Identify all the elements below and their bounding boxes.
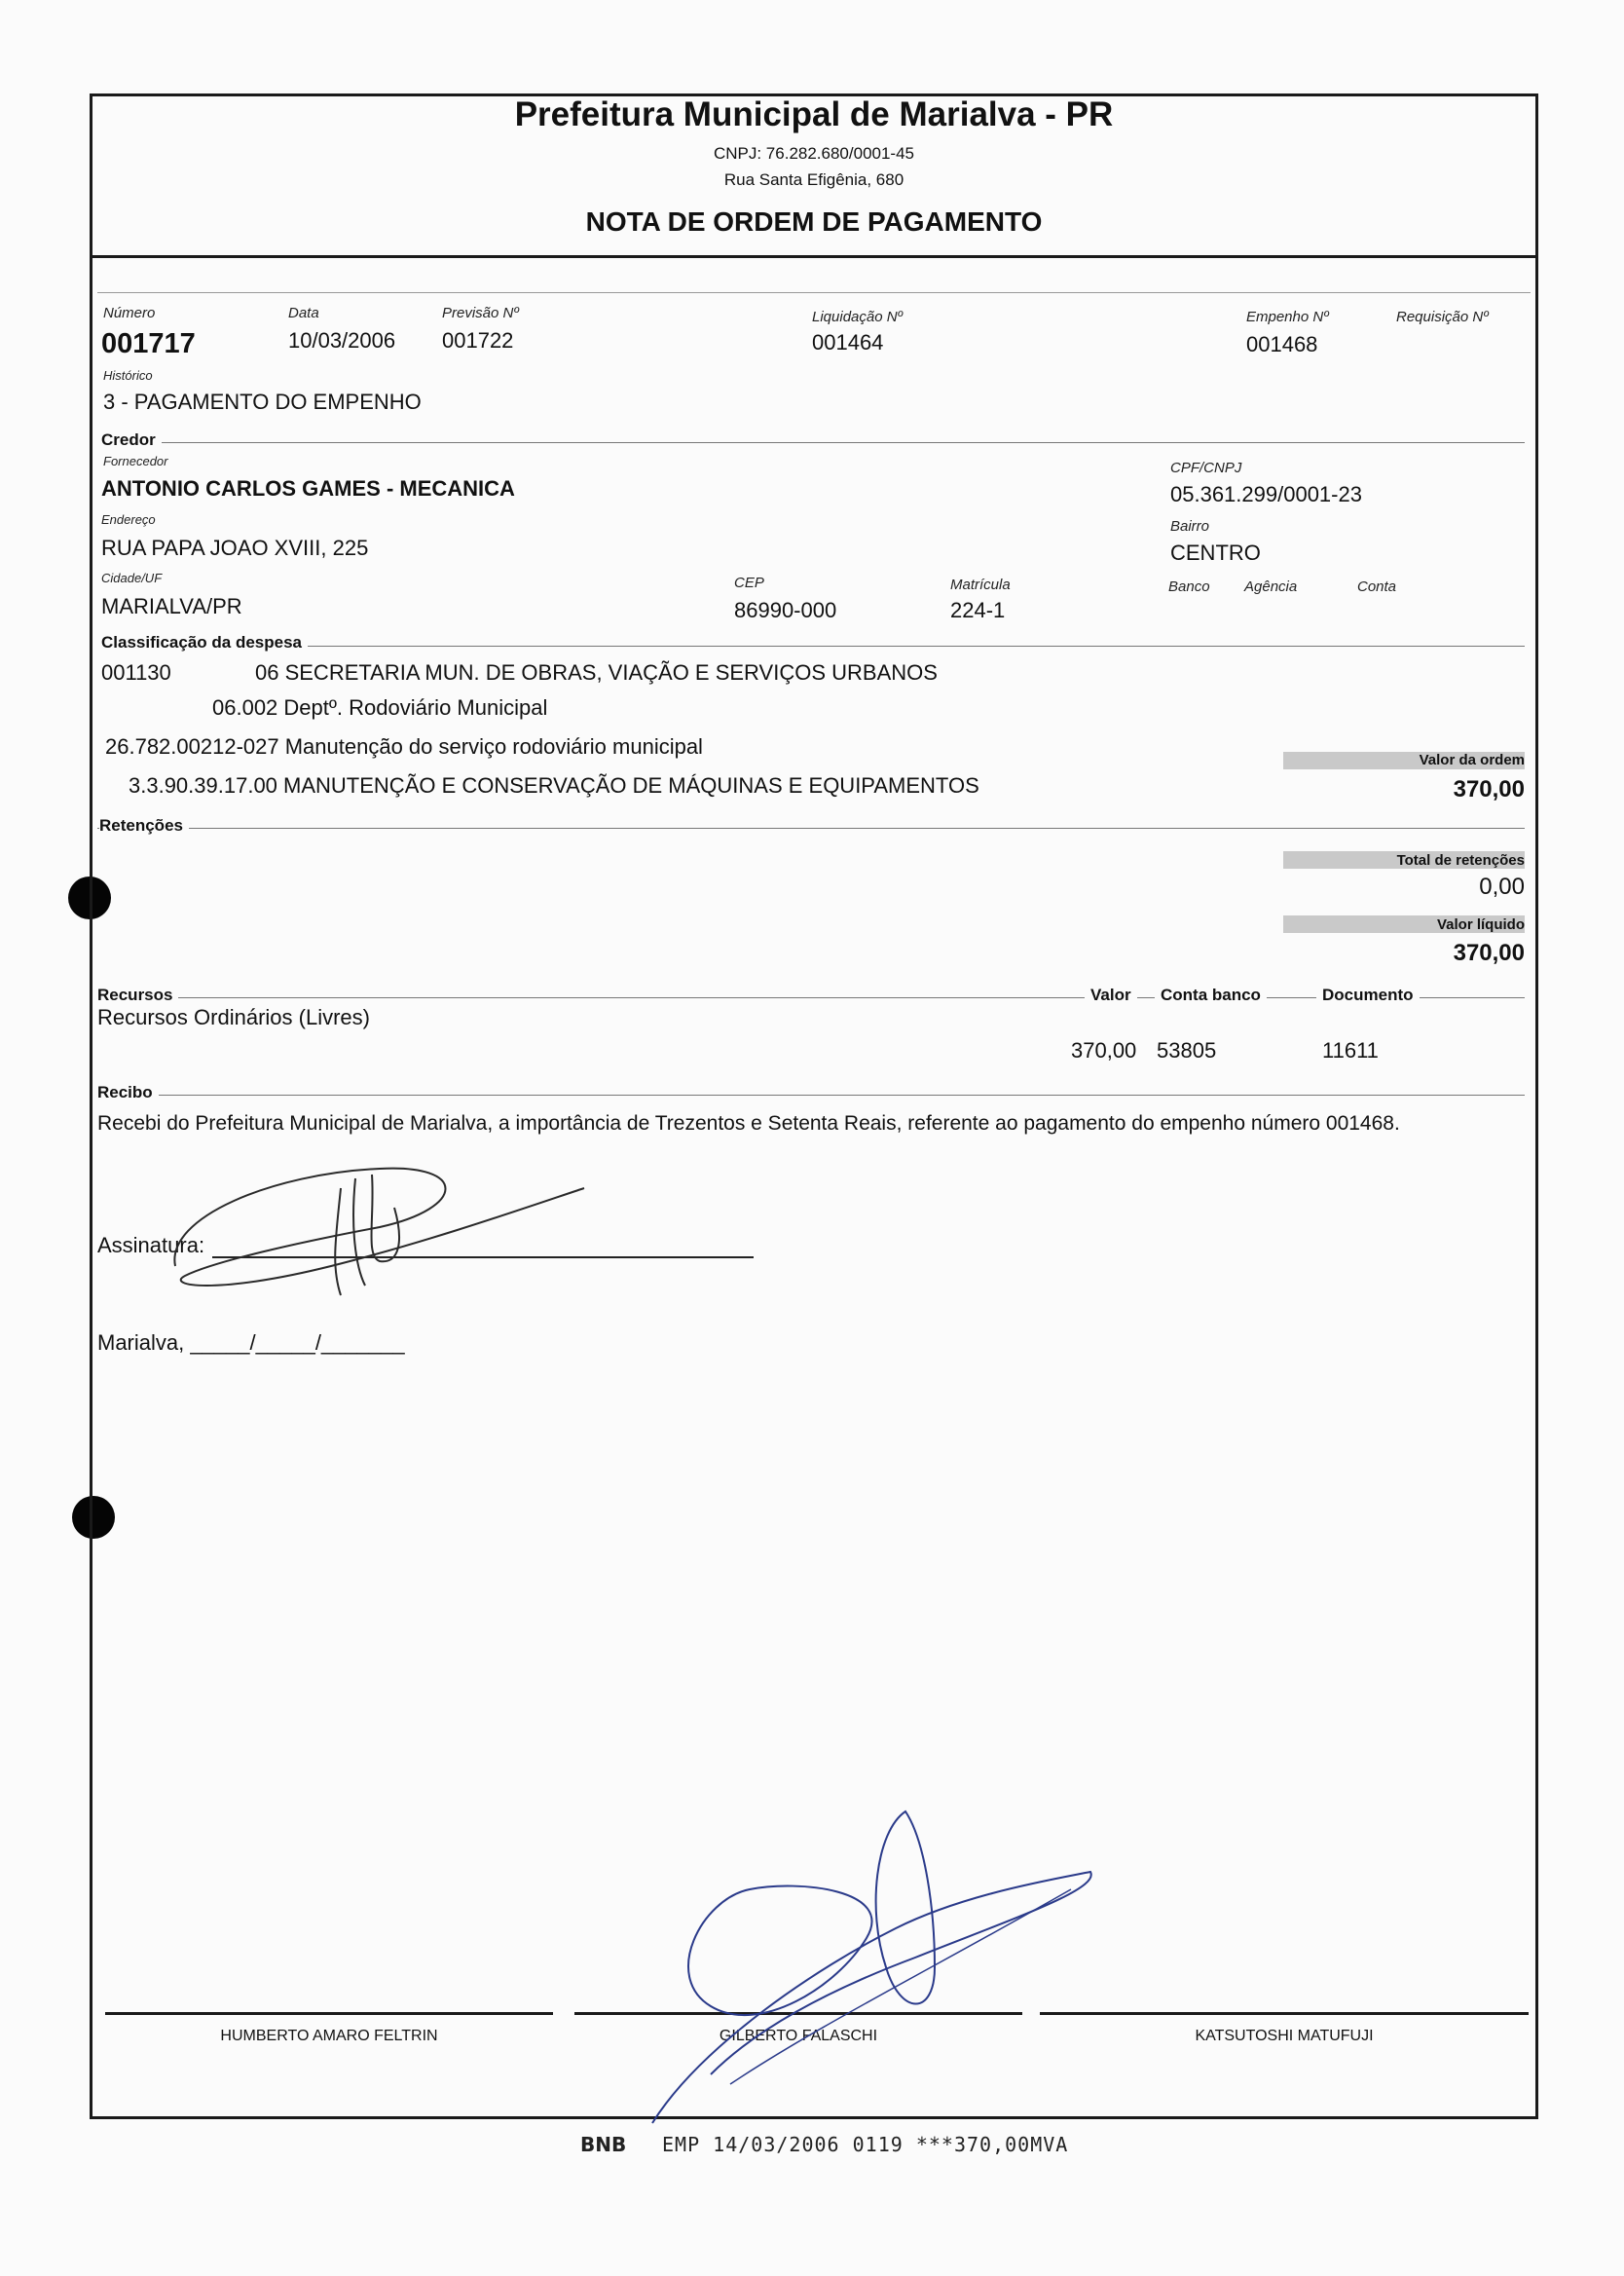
recursos-conta-label: Conta banco [1155,986,1267,1005]
total-retencoes-value: 0,00 [1479,874,1525,900]
total-retencoes-label: Total de retenções [1396,852,1525,869]
fornecedor-value: ANTONIO CARLOS GAMES - MECANICA [101,476,515,501]
header-divider [90,255,1538,258]
agencia-label: Agência [1244,578,1298,595]
historico-value: 3 - PAGAMENTO DO EMPENHO [103,390,422,414]
data-value: 10/03/2006 [288,328,396,353]
recursos-section-title: Recursos [97,986,178,1005]
signatory-name-1: HUMBERTO AMARO FELTRIN [220,2028,438,2044]
numero-value: 001717 [101,328,196,359]
liquidacao-label: Liquidação Nº [812,309,904,325]
liquidacao-value: 001464 [812,330,884,354]
data-label: Data [288,305,319,321]
recursos-documento-label: Documento [1316,986,1420,1005]
recursos-documento: 11611 [1322,1038,1379,1063]
endereco-value: RUA PAPA JOAO XVIII, 225 [101,536,369,560]
recursos-section-line [97,997,1525,998]
recipient-signature [156,1149,604,1315]
endereco-label: Endereço [101,512,156,527]
authority-signature [643,1792,1110,2143]
classificacao-code: 001130 [101,660,171,685]
cep-label: CEP [734,575,764,591]
signatory-name-3: KATSUTOSHI MATUFUJI [1195,2028,1374,2044]
signatory-line-1 [105,2012,553,2015]
recibo-section-line [97,1095,1525,1096]
fornecedor-label: Fornecedor [103,454,168,468]
retencoes-section-title: Retenções [99,816,189,836]
bairro-label: Bairro [1170,518,1210,535]
recibo-section-title: Recibo [97,1083,159,1102]
assinatura-label: Assinatura: [97,1233,205,1257]
retencoes-section-line [97,828,1525,829]
empenho-value: 001468 [1246,332,1318,356]
recursos-valor: 370,00 [1071,1038,1137,1063]
signatory-name-2: GILBERTO FALASCHI [719,2028,878,2044]
header-subdivider [97,292,1531,293]
org-title: Prefeitura Municipal de Marialva - PR [514,95,1114,133]
previsao-value: 001722 [442,328,514,353]
valor-ordem-label: Valor da ordem [1419,752,1525,768]
cep-value: 86990-000 [734,598,837,622]
bank-stamp-logo: BNB [580,2133,627,2156]
matricula-label: Matrícula [950,577,1011,593]
cpf-value: 05.361.299/0001-23 [1170,482,1362,506]
previsao-label: Previsão Nº [442,305,519,321]
bairro-value: CENTRO [1170,541,1261,565]
classificacao-section-line [101,646,1525,647]
org-cnpj: CNPJ: 76.282.680/0001-45 [713,144,915,163]
recursos-conta: 53805 [1157,1038,1217,1063]
banco-label: Banco [1168,578,1210,595]
recursos-valor-label: Valor [1085,986,1137,1005]
credor-section-title: Credor [101,430,162,450]
empenho-label: Empenho Nº [1246,309,1329,325]
requisicao-label: Requisição Nº [1396,309,1489,325]
dept-value: 06.002 Deptº. Rodoviário Municipal [212,695,548,720]
classificacao-section-title: Classificação da despesa [101,633,308,653]
signatory-line-3 [1040,2012,1529,2015]
cpf-label: CPF/CNPJ [1170,460,1242,476]
valor-liquido-label: Valor líquido [1436,916,1525,933]
document-title: NOTA DE ORDEM DE PAGAMENTO [585,206,1043,237]
conta-label: Conta [1357,578,1397,595]
valor-liquido-value: 370,00 [1453,940,1525,966]
org-address: Rua Santa Efigênia, 680 [723,170,904,189]
cidade-value: MARIALVA/PR [101,594,242,618]
elemento-value: 3.3.90.39.17.00 MANUTENÇÃO E CONSERVAÇÃO DE MÁQUINAS E EQUIPAMENTOS [129,773,979,798]
valor-ordem-value: 370,00 [1453,776,1525,802]
numero-label: Número [103,305,156,321]
credor-section-line [101,442,1525,443]
local-date: Marialva, _____/_____/_______ [97,1330,405,1355]
matricula-value: 224-1 [950,598,1006,622]
historico-label: Histórico [103,368,153,383]
cidade-label: Cidade/UF [101,571,163,585]
secretaria-value: 06 SECRETARIA MUN. DE OBRAS, VIAÇÃO E SERVIÇOS URBANOS [255,660,938,685]
recibo-text: Recebi do Prefeitura Municipal de Marialva, a importância de Trezentos e Setenta Reais, referente ao pagamento do empenho número 001468. [97,1112,1400,1135]
recursos-fonte: Recursos Ordinários (Livres) [97,1005,370,1029]
bank-stamp-text: EMP 14/03/2006 0119 ***370,00MVA [662,2133,1069,2156]
programa-value: 26.782.00212-027 Manutenção do serviço rodoviário municipal [105,734,703,759]
